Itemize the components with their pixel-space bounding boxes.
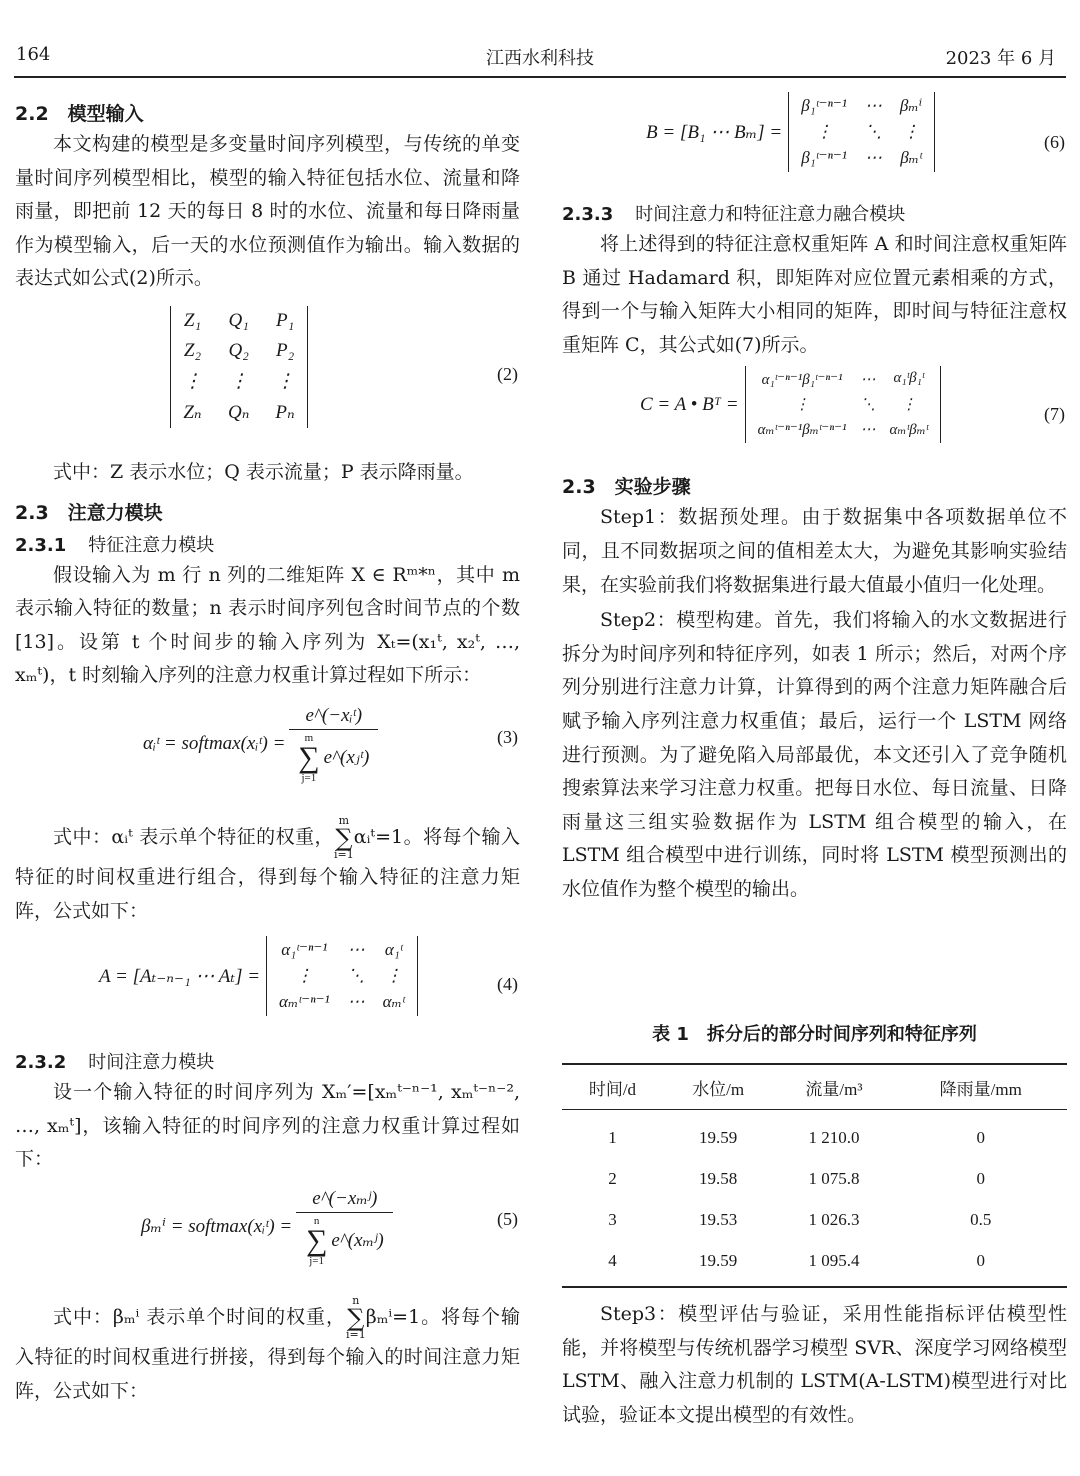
table-cell: 1 210.0	[808, 1127, 860, 1147]
equation-3-number: (3)	[497, 726, 518, 747]
equation-3-numerator: e^(−xᵢᵗ)	[289, 705, 378, 730]
section-experiment-title: 2.3 实验步骤	[562, 476, 691, 499]
equation-3-lhs: αᵢᵗ = softmax(xᵢᵗ) =	[143, 733, 286, 755]
equation-4-lhs: A = [Aₜ₋ₙ₋₁ ⋯ Aₜ] =	[99, 965, 261, 987]
matrix-cell: α₁ᵗ⁻ⁿ⁻¹β₁ᵗ⁻ⁿ⁻¹	[761, 372, 843, 389]
equation-5-numerator: e^(−xₘʲ)	[296, 1187, 393, 1213]
matrix-cell: ⋮	[794, 397, 810, 414]
section-2-3-3-heading	[562, 200, 1067, 226]
table-1	[562, 1063, 1067, 1288]
matrix-cell: α₁ᵗβ₁ᵗ	[893, 370, 925, 387]
section-2-3-1-heading	[15, 531, 520, 557]
table-row	[562, 1199, 1067, 1240]
matrix-cell: ⋱	[347, 966, 365, 986]
equation-6-matrix	[788, 92, 935, 172]
equation-3-followup: 将每个输入特征的时间权重进行组合，得到每个输入特征的注意力矩阵，公式如下：	[15, 825, 520, 922]
matrix-cell: Zₙ	[183, 401, 202, 423]
section-2-2-title: 2.2 模型输入	[15, 103, 144, 125]
equation-3-note-paragraph	[15, 815, 520, 928]
matrix-cell: ⋱	[860, 397, 876, 414]
step2-paragraph: Step2：模型构建。首先，我们将输入的水文数据进行拆分为时间序列和特征序列，如表 1 所示；然后，对两个序列分别进行注意力计算，计算得到的两个注意力矩阵融合后赋予输入序列注意力权重值；最后，运行一个 LSTM 网络进行预测。为了避免陷入局部最优，本文还引入了竞争随机搜索算法来学习注意力权重。把每日水位、每日流量、日降雨量这三组实验数据作为 LSTM 组合模型的输入，在 LSTM 组合模型中进行训练，同时将 LSTM 模型预测出的水位值作为整个模型的输出。	[562, 609, 1067, 900]
table-row	[562, 1240, 1067, 1287]
equation-5-sum-lower: j=1	[309, 1254, 325, 1267]
table-cell: 0	[976, 1127, 985, 1147]
equation-4-number: (4)	[497, 974, 518, 995]
section-2-3-3-paragraph: 将上述得到的特征注意权重矩阵 A 和时间注意权重矩阵 B 通过 Hadamard 积，即矩阵对应位置元素相乘的方式，得到一个与输入矩阵大小相同的矩阵，即时间与特征注意权重矩阵 C，其公式如(7)所示。	[562, 233, 1067, 356]
matrix-cell: ⋯	[860, 372, 876, 389]
section-2-2-paragraph: 本文构建的模型是多变量时间序列模型，与传统的单变量时间序列模型相比，模型的输入特征包括水位、流量和降雨量，即把前 12 天的每日 8 时的水位、流量和每日降雨量作为模型输入，后一天的水位预测值作为输出。输入数据的表达式如公式(2)所示。	[15, 133, 520, 290]
page-number: 164	[16, 44, 51, 65]
matrix-cell: Q₁	[228, 309, 249, 331]
table-cell: 4	[562, 1240, 663, 1287]
equation-5-note-sum-lower: i=1	[345, 1327, 366, 1341]
matrix-cell: P₂	[275, 339, 295, 361]
matrix-cell: ⋮	[183, 370, 202, 392]
section-2-3-2-heading	[15, 1048, 520, 1074]
table-cell: 19.53	[699, 1209, 738, 1229]
section-2-3-2-paragraph: 设一个输入特征的时间序列为 Xₘ′=[xₘᵗ⁻ⁿ⁻¹, xₘᵗ⁻ⁿ⁻², …, xₘᵗ]，该输入特征的时间序列的注意力权重计算过程如下：	[15, 1081, 520, 1171]
matrix-cell: α₁ᵗ⁻ⁿ⁻¹	[281, 940, 328, 960]
table-cell: 19.58	[699, 1168, 738, 1188]
equation-3-fraction	[289, 705, 378, 784]
equation-5-note-end: βₘⁱ=1。	[365, 1305, 442, 1328]
matrix-cell: Z₂	[183, 339, 202, 361]
sum-symbol: ∑	[347, 1303, 365, 1332]
matrix-cell: ⋯	[347, 940, 365, 960]
table-row	[562, 1110, 1067, 1159]
table-cell: 3	[608, 1209, 617, 1229]
table-row	[562, 1158, 1067, 1199]
equation-2-note: 式中：Z 表示水位；Q 表示流量；P 表示降雨量。	[53, 460, 474, 483]
sum-symbol: ∑	[305, 1223, 328, 1257]
table-cell: 19.59	[663, 1240, 774, 1287]
equation-2	[15, 302, 520, 452]
equation-5	[15, 1181, 520, 1289]
table-cell: 0.5	[970, 1209, 992, 1229]
matrix-cell: ⋮	[295, 966, 313, 986]
equation-3-note-end: αᵢᵗ=1。	[353, 825, 424, 848]
equation-5-lhs: βₘⁱ = softmax(xᵢᵗ) =	[141, 1216, 293, 1238]
equation-5-note-start: 式中：βₘⁱ 表示单个时间的权重，	[53, 1305, 346, 1328]
section-2-3-title: 2.3 注意力模块	[15, 501, 163, 524]
section-2-3-2-number: 2.3.2	[15, 1052, 67, 1074]
equation-5-note-sum-upper: n	[352, 1293, 360, 1307]
journal-title: 江西水利科技	[486, 48, 594, 69]
right-column-bottom	[562, 1298, 1067, 1432]
equation-3-note-sum-lower: i=1	[334, 847, 354, 861]
matrix-cell: ⋮	[902, 122, 920, 141]
table-1-caption: 表 1 拆分后的部分时间序列和特征序列	[652, 1024, 977, 1045]
table-cell: 2	[608, 1168, 617, 1188]
equation-4-matrix	[266, 936, 418, 1016]
equation-7-matrix	[745, 366, 942, 443]
matrix-cell: Z₁	[183, 309, 202, 331]
equation-3-sum-upper: m	[304, 731, 314, 744]
table-cell: 0	[976, 1168, 985, 1188]
equation-3-note-sum-upper: m	[338, 813, 350, 827]
section-2-3-1-paragraph: 假设输入为 m 行 n 列的二维矩阵 X ∈ Rᵐ*ⁿ，其中 m 表示输入特征的数量；n 表示时间序列包含时间节点的个数[13]。设第 t 个时间步的输入序列为 Xₜ=(x₁ᵗ, x₂ᵗ, …, xₘᵗ)，t 时刻输入序列的注意力权重计算过程如下所示：	[15, 563, 520, 687]
table-header-row	[562, 1064, 1067, 1110]
equation-2-number: (2)	[497, 363, 518, 384]
sum-symbol: ∑	[298, 740, 320, 774]
matrix-cell: α₁ᵗ	[384, 940, 403, 960]
matrix-cell: αₘᵗβₘᵗ	[889, 422, 929, 439]
equation-7-number: (7)	[1044, 404, 1065, 425]
step1-paragraph: Step1：数据预处理。由于数据集中各项数据单位不同，且不同数据项之间的值相差太大，为避免其影响实验结果，在实验前我们将数据集进行最大值最小值归一化处理。	[562, 506, 1067, 596]
section-2-3-2-title: 时间注意力模块	[88, 1052, 215, 1074]
section-2-3-1-title: 特征注意力模块	[88, 534, 215, 556]
table-cell: 1	[608, 1127, 617, 1147]
table-header-cell: 降雨量/mm	[894, 1064, 1067, 1110]
equation-5-number: (5)	[497, 1208, 518, 1229]
matrix-cell: ⋯	[347, 992, 365, 1012]
matrix-cell: Qₙ	[228, 401, 250, 423]
left-column	[15, 95, 520, 1408]
matrix-cell: ⋮	[275, 370, 295, 392]
matrix-cell: Q₂	[228, 339, 249, 361]
equation-5-denominator-term: e^(xₘʲ)	[331, 1230, 384, 1252]
right-column	[562, 200, 1067, 907]
section-2-3-3-title: 时间注意力和特征注意力融合模块	[635, 204, 906, 225]
equation-3-sum-lower: j=1	[301, 771, 317, 784]
equation-7-lhs: C = A • Bᵀ =	[640, 393, 739, 415]
matrix-cell: Pₙ	[275, 401, 295, 423]
matrix-cell: αₘᵗ	[382, 992, 405, 1012]
table-cell: 1 095.4	[773, 1240, 894, 1287]
equation-3-denominator-term: e^(xⱼᵗ)	[323, 747, 370, 769]
matrix-cell: ⋮	[229, 370, 249, 392]
table-cell: 19.59	[699, 1127, 738, 1147]
sum-symbol: ∑	[335, 823, 353, 852]
equation-5-followup: 将每个输入特征的时间权重进行拼接，得到每个输入的时间注意力矩阵，公式如下：	[15, 1305, 521, 1402]
matrix-cell: βₘᵗ	[900, 148, 922, 167]
matrix-cell: ⋯	[860, 422, 876, 439]
equation-3	[15, 697, 520, 809]
matrix-cell: αₘᵗ⁻ⁿ⁻¹	[279, 992, 330, 1012]
matrix-cell: ⋮	[385, 966, 403, 986]
table-header-cell: 时间/d	[562, 1064, 663, 1110]
table-cell: 1 075.8	[808, 1168, 860, 1188]
equation-3-note-start: 式中：αᵢᵗ 表示单个特征的权重，	[53, 825, 335, 848]
matrix-cell: ⋯	[864, 96, 882, 115]
matrix-cell: β₁ᵗ⁻ⁿ⁻¹	[801, 148, 847, 167]
equation-7	[562, 366, 1067, 468]
equation-5-fraction	[296, 1187, 393, 1267]
equation-5-sum-upper: n	[313, 1214, 320, 1227]
matrix-cell: P₁	[275, 309, 295, 331]
matrix-cell: βₘⁱ	[899, 96, 923, 115]
matrix-cell: αₘᵗ⁻ⁿ⁻¹βₘᵗ⁻ⁿ⁻¹	[757, 422, 847, 439]
matrix-cell: ⋱	[864, 122, 882, 141]
header-rule	[14, 76, 1066, 78]
issue-date: 2023 年 6 月	[945, 48, 1056, 69]
table-header-cell: 流量/m³	[773, 1064, 894, 1110]
step3-paragraph: Step3：模型评估与验证，采用性能指标评估模型性能，并将模型与传统机器学习模型 SVR、深度学习网络模型 LSTM、融入注意力机制的 LSTM(A-LSTM)模型进行对比试验，验证本文提出模型的有效性。	[562, 1303, 1067, 1426]
equation-6-number: (6)	[1044, 132, 1065, 152]
section-2-3-1-number: 2.3.1	[15, 534, 67, 556]
section-2-3-3-number: 2.3.3	[562, 204, 614, 225]
equation-6-lhs: B = [B₁ ⋯ Bₘ] =	[646, 121, 783, 143]
equation-4	[15, 936, 520, 1040]
table-cell: 0	[894, 1240, 1067, 1287]
table-cell: 1 026.3	[808, 1209, 860, 1229]
matrix-cell: ⋮	[815, 122, 833, 141]
matrix-cell: ⋯	[864, 148, 882, 167]
matrix-cell: β₁ᵗ⁻ⁿ⁻¹	[801, 96, 847, 115]
equation-5-note-paragraph	[15, 1295, 520, 1408]
equation-2-matrix	[170, 306, 308, 428]
equation-6	[562, 92, 1067, 194]
table-header-cell: 水位/m	[663, 1064, 774, 1110]
matrix-cell: ⋮	[901, 397, 917, 414]
